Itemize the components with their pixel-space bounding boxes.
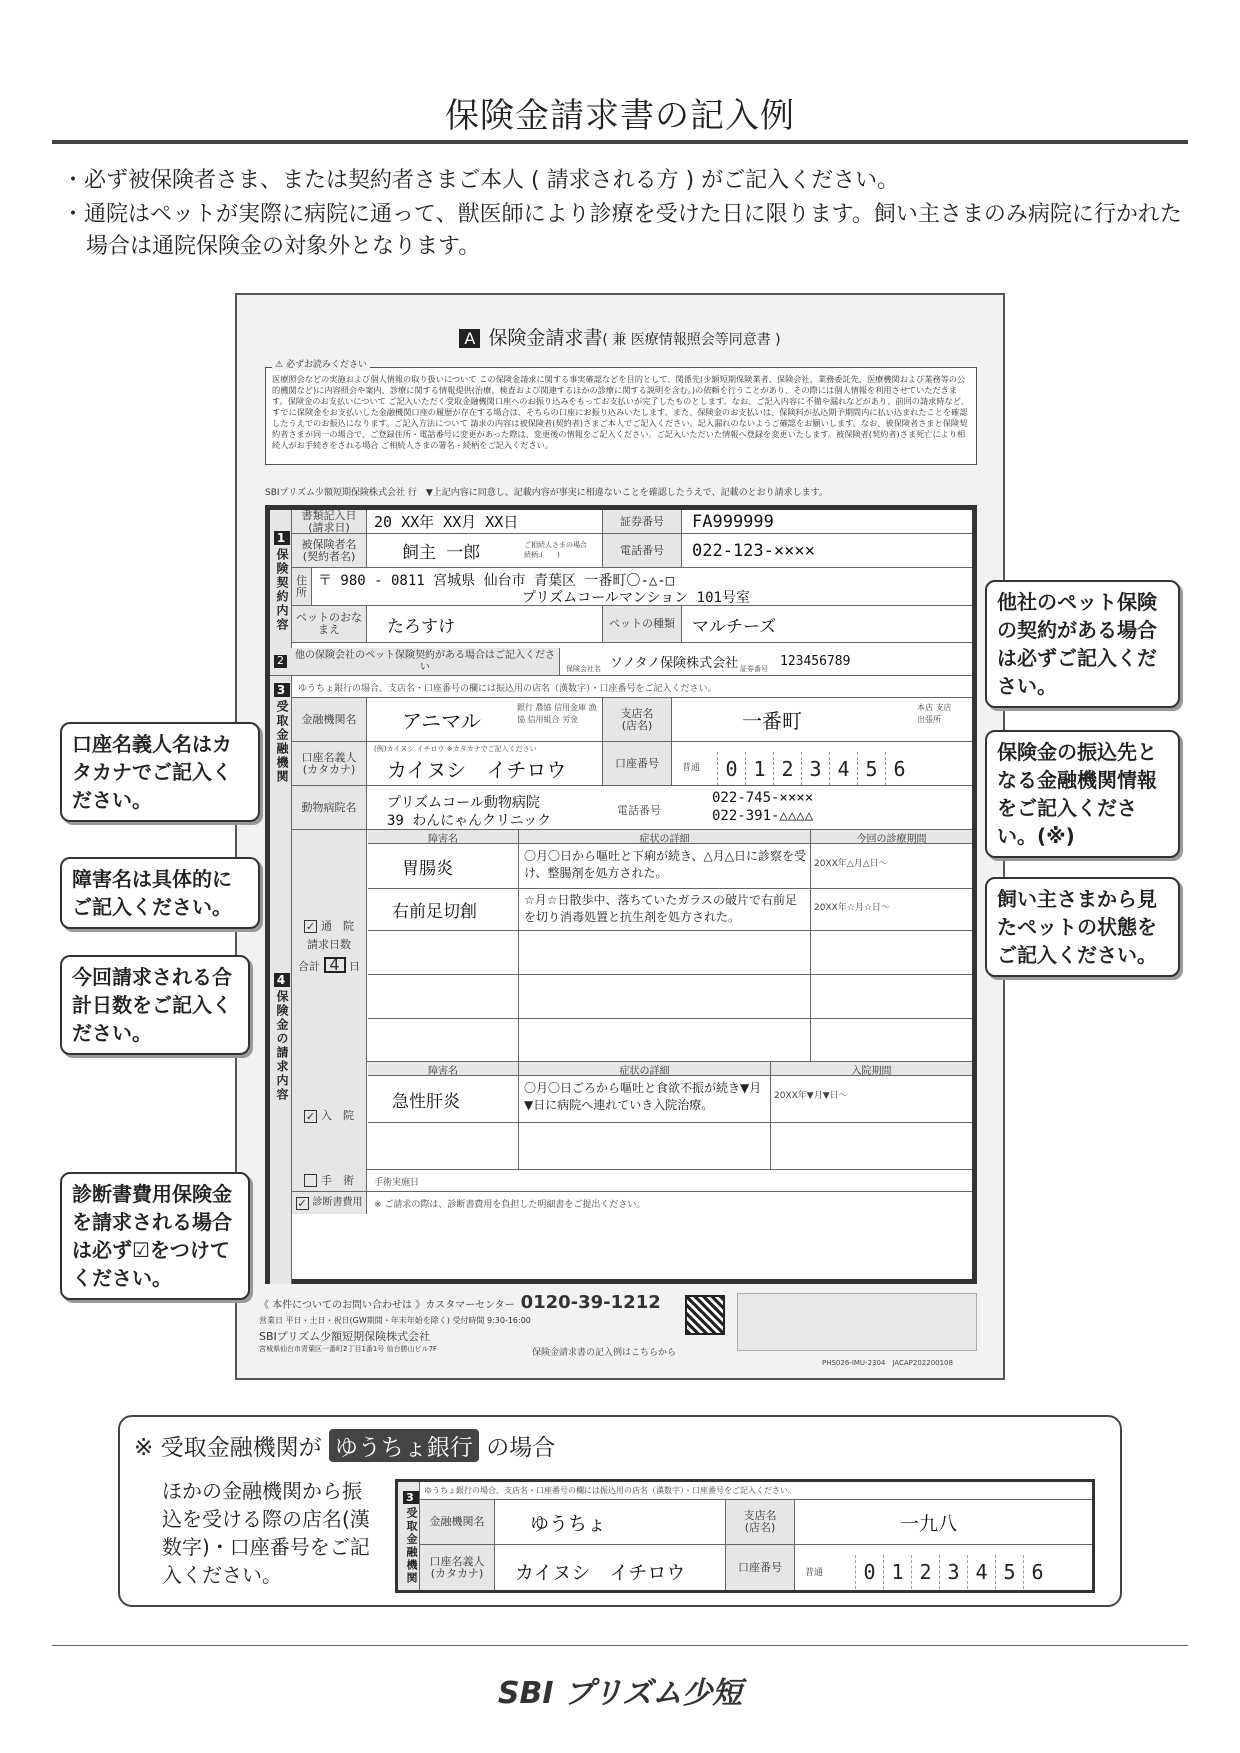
col-period: 今回の診療期間 (810, 830, 972, 844)
hospital-phone-2: 022-391-△△△△ (712, 808, 814, 824)
qr-note: 保険金請求書の記入例はこちらから (532, 1348, 677, 1358)
phone-value: 022-123-×××× (692, 540, 815, 561)
callout-total-days: 今回請求される合計日数をご記入ください。 (60, 955, 250, 1055)
hospital-phone-1: 022-745-×××× (712, 790, 814, 806)
form-title (237, 323, 1003, 350)
cert-value: FA999999 (692, 511, 774, 532)
mini-bank-note: ゆうちょ銀行の場合、支店名・口座番号の欄には振込用の店名（漢数字）・口座番号をご記入ください。 (424, 1486, 796, 1495)
callout-pet-condition: 飼い主さまから見たペットの状態をご記入ください。 (985, 877, 1180, 977)
hospital-name-2: 39 わんにゃんクリニック (387, 813, 552, 829)
diag-fee-label-box: ✓ 診断書費用 (292, 1192, 367, 1214)
mini-account-type: 普通 (805, 1568, 824, 1578)
name-value: 飼主 一郎 (402, 543, 481, 563)
surgery-date-label: 手術実施日 (374, 1178, 420, 1188)
contact-label: 《 本件についてのお問い合わせは 》カスタマーセンター (259, 1300, 515, 1311)
mini-bank-label: 金融機関名 (420, 1500, 495, 1544)
branch-types: 本店 支店 出張所 (917, 703, 952, 724)
cert-label: 証券番号 (602, 510, 682, 533)
contact-hours: 営業日 平日・土日・祝日(GW期間・年末年始を除く) 受付時間 9:30-16:00 (259, 1316, 531, 1325)
notice-header: ⚠ 必ずお読みください (272, 360, 370, 371)
form-code: PHS026-IMU-2304 JACAP202200108 (822, 1359, 953, 1367)
holder-label: 口座名義人 (カタカナ) (292, 742, 367, 785)
account-digit: 6 (885, 752, 913, 785)
pet-name-value: たろすけ (387, 616, 455, 637)
diag-fee-note: ※ ご請求の際は、診断書費用を負担した明細書をご提出ください。 (374, 1200, 646, 1210)
claim-form-sample (235, 293, 1005, 1380)
account-digit: 4 (829, 752, 857, 785)
bank-label: 金融機関名 (292, 698, 367, 741)
note-item: ・ 必ず被保険者さま、または契約者さまご本人 ( 請求される方 ) がご記入ください。 (62, 165, 1182, 197)
outpatient-check: ✓ 通 院 (305, 919, 354, 933)
yucho-heading: ※ 受取金融機関が ゆうちょ銀行 の場合 (134, 1429, 555, 1462)
form-title-text: 保険金請求書 (488, 327, 603, 349)
footer-divider (52, 1645, 1188, 1646)
callout-diag-fee: 診断書費用保険金を請求される場合は必ず☑をつけてください。 (60, 1172, 250, 1300)
inpatient-disease: 急性肝炎 (392, 1091, 460, 1112)
account-digit: 0 (717, 752, 745, 785)
bank-types: 銀行 農協 信用金庫 漁協 信用組合 労金 (517, 703, 597, 724)
consent-line: SBIプリズム少額短期保険株式会社 行 ▼上記内容に同意し、記載内容が事実に相違ないことを確認したうえで、記載のとおり請求します。 (265, 488, 828, 498)
form-grid (265, 505, 977, 1284)
form-subtitle: ( 兼 医療情報照会等同意書 ) (602, 332, 781, 348)
callout-other-insurance: 他社のペット保険の契約がある場合は必ずご記入ください。 (985, 580, 1180, 708)
outpatient-symptom: ☆月☆日散歩中、落ちていたガラスの破片で右前足を切り消毒処置と抗生剤を処方された。 (524, 893, 798, 924)
callout-bank-info: 保険金の振込先となる金融機関情報をご記入ください。(※) (985, 730, 1180, 858)
mini-holder-value: カイヌシ イチロウ (515, 1561, 686, 1584)
address-line2: プリズムコールマンション 101号室 (522, 590, 750, 606)
other-company-value: ソノタノ保険株式会社 (610, 656, 739, 671)
outpatient-block (292, 830, 972, 1062)
inpatient-period: 20XX年▼月▼日～ (774, 1091, 848, 1101)
mini-branch-value: 一九八 (900, 1512, 958, 1535)
branch-value: 一番町 (742, 709, 802, 733)
account-digit: 6 (1023, 1555, 1051, 1589)
address-label: 住所 (292, 568, 312, 605)
hospital-label: 動物病院名 (292, 786, 367, 829)
other-cert-value: 123456789 (780, 654, 851, 669)
notice-text: 医療照会などの実施および個人情報の取り扱いについて この保険金請求に関する事実確認などを目的として、関係先(少額短期保険業者、保険会社、業務委託先、医療機関および業務等の公的機関など)に内容照会や案内、診療に関する情報提供(治療、検査および関連するほかの診療に関する説明を含む。)の依頼を行うことがあり、その際には個人情報を利用させていただきます。保険金のお支払いについて ご記入いただく受取金融機関口座へのお振り込みをもってお支払いが完了したものとします。なお、ご記入内容に不備や漏れなどがあり、前回の請求時など、すでに保険金をお支払いした金融機関口座の履歴が存在する場合は、そちらの口座にお振り込みいたします。また、保険金のお支払いは、保険料が払込期予期間内に払い込まれたことを確認したうえでのお振込になります。ご記入方法について 請求の内容は被保険者(契約者)さまご本人でご記入ください。記入漏れのないようご確認をお願いします。なお、被保険者さまと保険契約者さまが同一の場合で、ご登録住所・電話番号に変更があった際は、変更後の情報をご記入ください。ご記入いただいた情報へ登録を変更いたします。被保険者(契約者)さま死亡により相続人がお手続きをされる場合 ご相続人さまの署名・続柄をご記入ください。 (272, 374, 970, 450)
other-cert-label: 証券番号 (740, 665, 768, 673)
section-claim: 4保険金の請求内容 (270, 786, 292, 1284)
col-symptom: 症状の詳細 (518, 1062, 770, 1076)
col-symptom: 症状の詳細 (518, 830, 810, 844)
company-logo: SBI プリズム少短 (497, 1676, 743, 1711)
callout-katakana: 口座名義人名はカタカナでご記入ください。 (60, 722, 260, 822)
pet-name-label: ペットのおなまえ (292, 606, 367, 642)
outpatient-disease: 胃腸炎 (402, 858, 453, 879)
other-company-label: 保険会社名 (566, 665, 601, 673)
office-use-box (737, 1293, 977, 1351)
notice-box (265, 360, 977, 465)
instruction-notes (62, 165, 1182, 265)
mini-section: 3受取金融機関 (398, 1482, 420, 1590)
account-digit: 2 (911, 1555, 939, 1589)
mini-bank-value: ゆうちょ (530, 1512, 607, 1535)
inpatient-block (292, 1062, 972, 1170)
days-total: 合計 4 日 (298, 954, 360, 974)
yucho-example (118, 1415, 1122, 1607)
callout-disease-name: 障害名は具体的にご記入ください。 (60, 857, 260, 929)
col-inpatient-period: 入院期間 (770, 1062, 972, 1076)
account-digit: 5 (857, 752, 885, 785)
page-title: 保険金請求書の記入例 (445, 96, 795, 136)
outpatient-period: 20XX年△月△日～ (814, 859, 888, 869)
outpatient-symptom: 〇月〇日から嘔吐と下痢が続き、△月△日に診察を受け、整腸剤を処方された。 (524, 849, 806, 880)
bank-value: アニマル (402, 709, 481, 733)
hospital-name-1: プリズムコール動物病院 (387, 795, 540, 811)
account-digit: 3 (939, 1555, 967, 1589)
title-divider (52, 140, 1188, 144)
hospital-phone-label: 電話番号 (617, 804, 661, 817)
mini-branch-label: 支店名 (店名) (725, 1500, 795, 1544)
holder-value: カイヌシ イチロウ (387, 758, 567, 782)
mini-holder-label: 口座名義人 (カタカナ) (420, 1545, 495, 1590)
account-type: 普通 (682, 763, 701, 773)
section-bank: 3受取金融機関 (270, 676, 292, 786)
address-line1: 〒 980 - 0811 宮城県 仙台市 青葉区 一番町〇-△-□ (318, 573, 675, 589)
account-digits (717, 752, 917, 785)
date-label: 書類記入日 (請求日) (292, 510, 367, 533)
account-digit: 1 (883, 1555, 911, 1589)
qr-code (685, 1295, 725, 1335)
section-contract: 1保険契約内容 (270, 510, 292, 648)
account-digit: 0 (855, 1555, 883, 1589)
inherit-note: ご相続人さまの場合 続柄:( ) (524, 541, 587, 559)
bank-note: ゆうちょ銀行の場合、支店名・口座番号の欄には振込用の店名（漢数字）・口座番号をご記入ください。 (298, 684, 717, 694)
company-name: SBIプリズム少額短期保険株式会社 (259, 1330, 431, 1343)
mini-account-label: 口座番号 (725, 1545, 795, 1590)
phone-label: 電話番号 (602, 534, 682, 567)
account-digit: 3 (801, 752, 829, 785)
account-digit: 5 (995, 1555, 1023, 1589)
name-label: 被保険者名 (契約者名) (292, 534, 367, 567)
date-value: 20 XX年 XX月 XX日 (374, 513, 519, 531)
holder-hint: (例)カイヌシ イチロウ ※カタカナでご記入ください (374, 745, 537, 753)
inpatient-symptom: 〇月〇日ごろから嘔吐と食欲不振が続き▼月▼日に病院へ連れていき入院治療。 (524, 1081, 762, 1112)
col-disease: 障害名 (368, 1062, 518, 1076)
account-label: 口座番号 (602, 742, 672, 785)
outpatient-label-box (292, 830, 367, 1062)
pet-type-label: ペットの種類 (602, 606, 682, 642)
surgery-label-box: 手 術 (292, 1170, 367, 1191)
mini-account-digits (855, 1555, 1055, 1589)
col-disease: 障害名 (368, 830, 518, 844)
inpatient-label-box: ✓ 入 院 (292, 1062, 367, 1170)
company-address: 宮城県仙台市青葉区一番町2丁目1番1号 仙台勝山ビル7F (259, 1345, 438, 1353)
days-label: 請求日数 (307, 937, 351, 951)
yucho-description: ほかの金融機関から振込を受ける際の店名(漢数字)・口座番号をご記入ください。 (162, 1479, 370, 1587)
other-insurance-label: 2 他の保険会社のペット保険契約がある場合はご記入ください (270, 648, 560, 675)
pet-type-value: マルチーズ (692, 616, 777, 637)
outpatient-period: 20XX年☆月☆日～ (814, 903, 890, 913)
account-digit: 1 (745, 752, 773, 785)
account-digit: 2 (773, 752, 801, 785)
branch-label: 支店名 (店名) (602, 698, 672, 741)
note-item: ・ 通院はペットが実際に病院に通って、獣医師により診療を受けた日に限ります。飼い主さまのみ病院に行かれた場合は通院保険金の対象外となります。 (62, 199, 1182, 263)
contact-tel: 0120-39-1212 (520, 1292, 661, 1313)
outpatient-disease: 右前足切創 (392, 901, 477, 922)
yucho-mini-form (395, 1479, 1095, 1593)
form-badge: A (459, 329, 480, 348)
account-digit: 4 (967, 1555, 995, 1589)
